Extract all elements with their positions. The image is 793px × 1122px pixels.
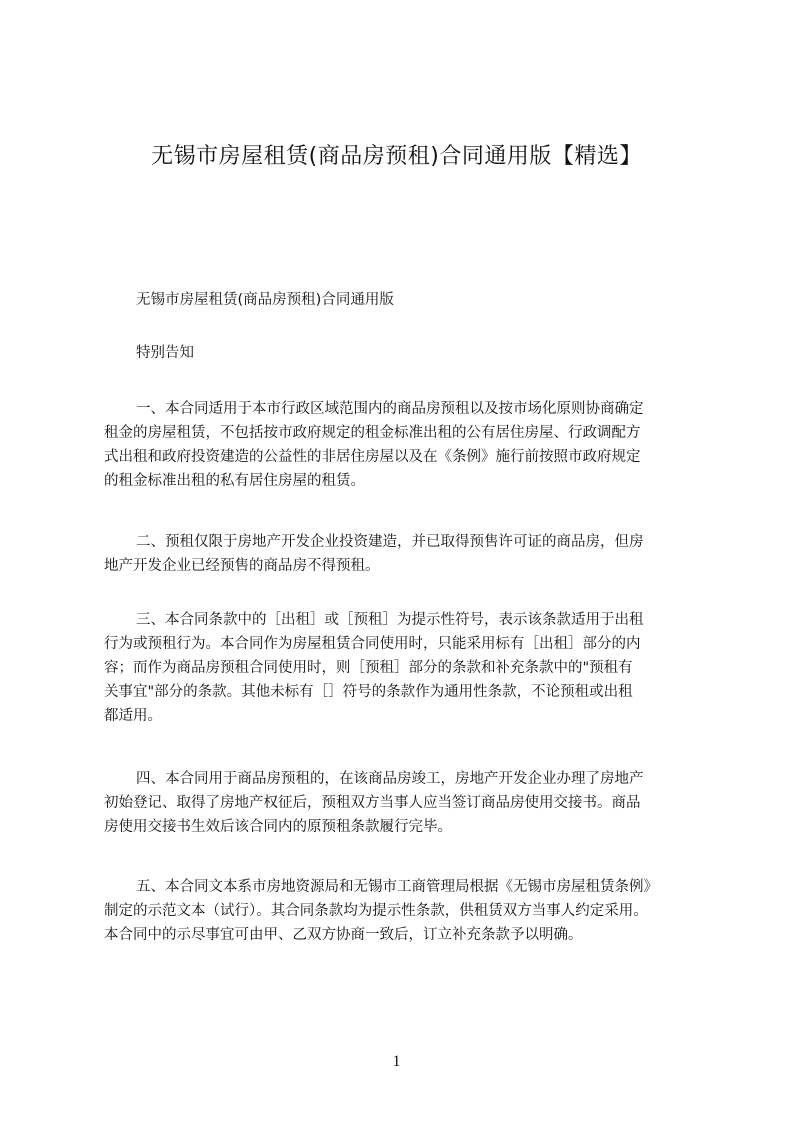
paragraph-line: 式出租和政府投资建造的公益性的非居住房屋以及在《条例》施行前按照市政府规定 (104, 449, 641, 465)
page-number: 1 (392, 1053, 401, 1070)
paragraph-line: 都适用。 (104, 708, 162, 724)
paragraph-4 (104, 767, 704, 839)
paragraph-line: 本合同中的示尽事宜可由甲、乙双方协商一致后，订立补充条款予以明确。 (104, 927, 583, 943)
paragraph-5 (104, 875, 704, 947)
paragraph-line: 地产开发企业已经预售的商品房不得预租。 (104, 558, 380, 574)
paragraph-line: 四、本合同用于商品房预租的，在该商品房竣工，房地产开发企业办理了房地产 (136, 771, 644, 787)
paragraph-line: 容；而作为商品房预租合同使用时，则［预租］部分的条款和补充条款中的"预租有 (104, 660, 633, 676)
paragraph-2 (104, 530, 704, 578)
paragraph-line: 制定的示范文本（试行）。其合同条款均为提示性条款，供租赁双方当事人约定采用。 (104, 903, 648, 919)
document-subtitle: 无锡市房屋租赁(商品房预租)合同通用版 (136, 292, 394, 308)
paragraph-line: 行为或预租行为。本合同作为房屋租赁合同使用时，只能采用标有［出租］部分的内 (104, 636, 641, 652)
document-title: 无锡市房屋租赁(商品房预租)合同通用版【精选】 (151, 144, 642, 169)
paragraph-line: 租金的房屋租赁，不包括按市政府规定的租金标准出租的公有居住房屋、行政调配方 (104, 425, 641, 441)
paragraph-line: 房使用交接书生效后该合同内的原预租条款履行完毕。 (104, 819, 452, 835)
notice-heading: 特别告知 (136, 345, 194, 361)
paragraph-1 (104, 397, 704, 493)
paragraph-line: 一、本合同适用于本市行政区域范围内的商品房预租以及按市场化原则协商确定 (136, 401, 644, 417)
paragraph-line: 初始登记、取得了房地产权征后，预租双方当事人应当签订商品房使用交接书。商品 (104, 795, 641, 811)
paragraph-line: 五、本合同文本系市房地资源局和无锡市工商管理局根据《无锡市房屋租赁条例》 (136, 879, 658, 895)
paragraph-line: 二、预租仅限于房地产开发企业投资建造，并已取得预售许可证的商品房，但房 (136, 534, 644, 550)
paragraph-line: 三、本合同条款中的［出租］或［预租］为提示性符号，表示该条款适用于出租 (136, 612, 644, 628)
paragraph-line: 的租金标准出租的私有居住房屋的租赁。 (104, 473, 365, 489)
paragraph-line: 关事宜"部分的条款。其他未标有［］符号的条款作为通用性条款，不论预租或出租 (104, 684, 633, 700)
paragraph-3 (104, 608, 704, 728)
